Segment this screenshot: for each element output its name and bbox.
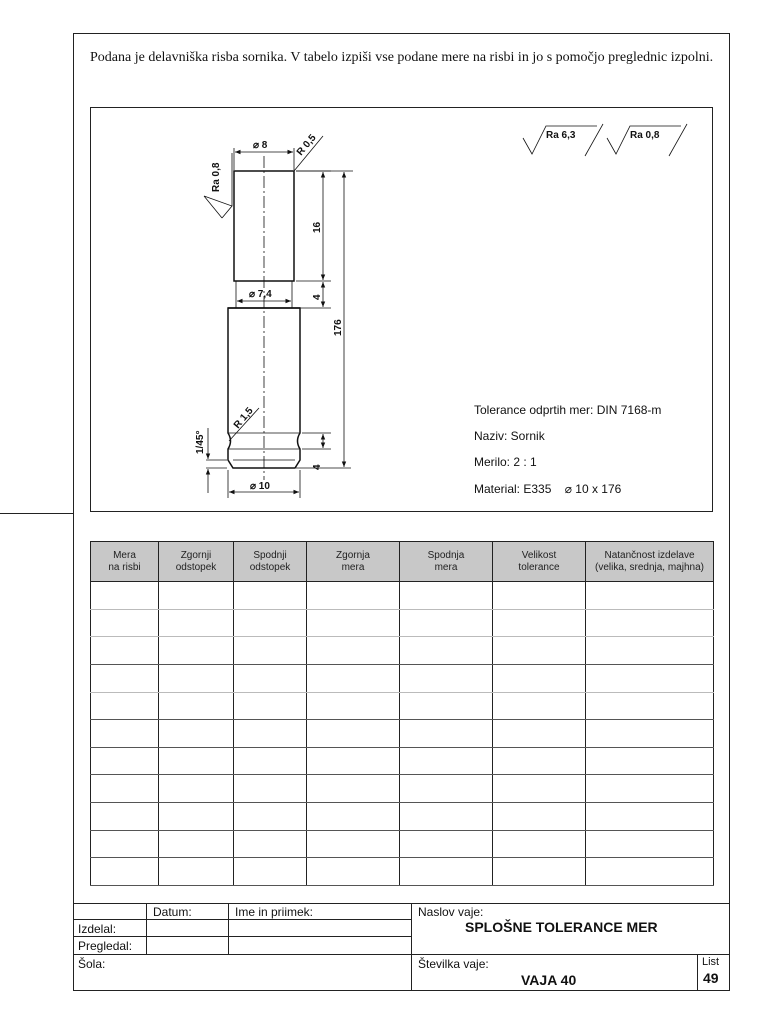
dim-len-16: 16	[312, 221, 323, 233]
table-cell[interactable]	[400, 664, 493, 692]
table-cell[interactable]	[400, 858, 493, 886]
table-cell[interactable]	[307, 664, 400, 692]
table-cell[interactable]	[400, 747, 493, 775]
pin-drawing-svg	[91, 108, 714, 513]
table-cell[interactable]	[400, 830, 493, 858]
table-cell[interactable]	[586, 582, 714, 610]
label-list: List	[702, 956, 720, 968]
header-zgornja-mera: Zgornja mera	[307, 542, 400, 582]
table-cell[interactable]	[493, 775, 586, 803]
table-cell[interactable]	[586, 858, 714, 886]
dim-ra-side: Ra 0,8	[211, 162, 222, 192]
table-cell[interactable]	[159, 775, 234, 803]
table-cell[interactable]	[400, 637, 493, 665]
table-row	[91, 637, 714, 665]
header-spodnji-odstopek: Spodnji odstopek	[234, 542, 307, 582]
margin-line	[0, 513, 73, 514]
table-cell[interactable]	[493, 582, 586, 610]
table-cell[interactable]	[234, 692, 307, 720]
table-cell[interactable]	[493, 747, 586, 775]
table-cell[interactable]	[307, 637, 400, 665]
table-cell[interactable]	[493, 692, 586, 720]
label-stevilka: Številka vaje:	[418, 957, 489, 971]
technical-drawing	[90, 107, 713, 512]
label-ime: Ime in priimek:	[235, 905, 314, 919]
dim-dia-groove: ⌀ 7,4	[249, 289, 272, 300]
label-datum: Datum:	[153, 905, 192, 919]
table-row	[91, 582, 714, 610]
exercise-number: VAJA 40	[521, 972, 577, 988]
table-cell[interactable]	[91, 775, 159, 803]
header-zgornji-odstopek: Zgornji odstopek	[159, 542, 234, 582]
table-cell[interactable]	[159, 803, 234, 831]
table-cell[interactable]	[159, 692, 234, 720]
instruction-text: Podana je delavniška risba sornika. V tabelo izpiši vse podane mere na risbi in jo s pomočjo preglednic izpolni.	[90, 50, 714, 65]
table-cell[interactable]	[307, 692, 400, 720]
header-mera-na-risbi: Mera na risbi	[91, 542, 159, 582]
table-row	[91, 720, 714, 748]
table-cell[interactable]	[586, 720, 714, 748]
dim-len-176: 176	[333, 319, 344, 336]
measurement-table	[90, 541, 714, 886]
table-row	[91, 775, 714, 803]
table-cell[interactable]	[307, 858, 400, 886]
table-cell[interactable]	[493, 609, 586, 637]
table-cell[interactable]	[586, 830, 714, 858]
table-cell[interactable]	[91, 692, 159, 720]
table-cell[interactable]	[400, 609, 493, 637]
table-cell[interactable]	[159, 720, 234, 748]
table-cell[interactable]	[400, 803, 493, 831]
table-cell[interactable]	[91, 609, 159, 637]
table-cell[interactable]	[159, 609, 234, 637]
sheet-number: 49	[703, 970, 719, 986]
table-cell[interactable]	[91, 720, 159, 748]
table-cell[interactable]	[234, 609, 307, 637]
dim-chamfer: 1/45°	[195, 430, 206, 454]
table-cell[interactable]	[586, 803, 714, 831]
table-row	[91, 609, 714, 637]
dim-dia-top: ⌀ 8	[253, 140, 268, 151]
table-cell[interactable]	[159, 830, 234, 858]
table-cell[interactable]	[586, 775, 714, 803]
table-cell[interactable]	[307, 609, 400, 637]
dim-dia-bottom: ⌀ 10	[250, 481, 270, 492]
table-cell[interactable]	[234, 830, 307, 858]
info-scale: Merilo: 2 : 1	[474, 455, 537, 469]
table-cell[interactable]	[307, 803, 400, 831]
table-cell[interactable]	[234, 858, 307, 886]
table-row	[91, 803, 714, 831]
table-cell[interactable]	[493, 830, 586, 858]
info-material: Material: E335 ⌀ 10 x 176	[474, 482, 622, 496]
dim-len-4-top: 4	[312, 294, 323, 300]
table-cell[interactable]	[91, 803, 159, 831]
info-name: Naziv: Sornik	[474, 429, 545, 443]
table-cell[interactable]	[234, 664, 307, 692]
table-cell[interactable]	[91, 582, 159, 610]
table-cell[interactable]	[307, 747, 400, 775]
title-block	[73, 903, 730, 991]
label-izdelal: Izdelal:	[78, 922, 117, 936]
table-cell[interactable]	[400, 582, 493, 610]
label-naslov: Naslov vaje:	[418, 905, 484, 919]
table-cell[interactable]	[91, 637, 159, 665]
table-cell[interactable]	[159, 637, 234, 665]
table-cell[interactable]	[159, 747, 234, 775]
table-cell[interactable]	[307, 720, 400, 748]
table-cell[interactable]	[400, 775, 493, 803]
info-tolerance: Tolerance odprtih mer: DIN 7168-m	[474, 403, 662, 417]
table-cell[interactable]	[586, 692, 714, 720]
label-pregledal: Pregledal:	[78, 939, 133, 953]
table-cell[interactable]	[91, 858, 159, 886]
table-cell[interactable]	[234, 637, 307, 665]
table-cell[interactable]	[91, 664, 159, 692]
table-row	[91, 858, 714, 886]
table-cell[interactable]	[159, 582, 234, 610]
table-row	[91, 830, 714, 858]
table-row	[91, 747, 714, 775]
table-cell[interactable]	[234, 775, 307, 803]
table-cell[interactable]	[493, 720, 586, 748]
dim-r-top: R 0,5	[294, 132, 319, 158]
table-cell[interactable]	[493, 664, 586, 692]
label-sola: Šola:	[78, 957, 106, 971]
table-cell[interactable]	[493, 803, 586, 831]
ra-header-2: Ra 0,8	[630, 130, 660, 141]
table-cell[interactable]	[159, 858, 234, 886]
table-cell[interactable]	[586, 609, 714, 637]
table-cell[interactable]	[234, 582, 307, 610]
table-cell[interactable]	[234, 720, 307, 748]
table-cell[interactable]	[400, 692, 493, 720]
table-cell[interactable]	[493, 858, 586, 886]
dim-len-4-bottom: 4	[312, 464, 323, 470]
table-cell[interactable]	[91, 830, 159, 858]
table-cell[interactable]	[234, 803, 307, 831]
title-text: SPLOŠNE TOLERANCE MER	[465, 919, 658, 935]
header-natancnost: Natančnost izdelave (velika, srednja, majhna)	[586, 542, 714, 582]
table-body	[91, 582, 714, 886]
ra-header-1: Ra 6,3	[546, 130, 576, 141]
table-row	[91, 664, 714, 692]
table-cell[interactable]	[493, 637, 586, 665]
table-cell[interactable]	[307, 775, 400, 803]
table-row	[91, 692, 714, 720]
header-velikost-tolerance: Velikost tolerance	[493, 542, 586, 582]
table-cell[interactable]	[91, 747, 159, 775]
table-cell[interactable]	[307, 582, 400, 610]
table-cell[interactable]	[159, 664, 234, 692]
table-cell[interactable]	[586, 747, 714, 775]
table-cell[interactable]	[400, 720, 493, 748]
table-cell[interactable]	[586, 637, 714, 665]
table-cell[interactable]	[307, 830, 400, 858]
table-cell[interactable]	[586, 664, 714, 692]
table-cell[interactable]	[234, 747, 307, 775]
header-spodnja-mera: Spodnja mera	[400, 542, 493, 582]
dim-r-bottom: R 1,5	[231, 405, 256, 431]
